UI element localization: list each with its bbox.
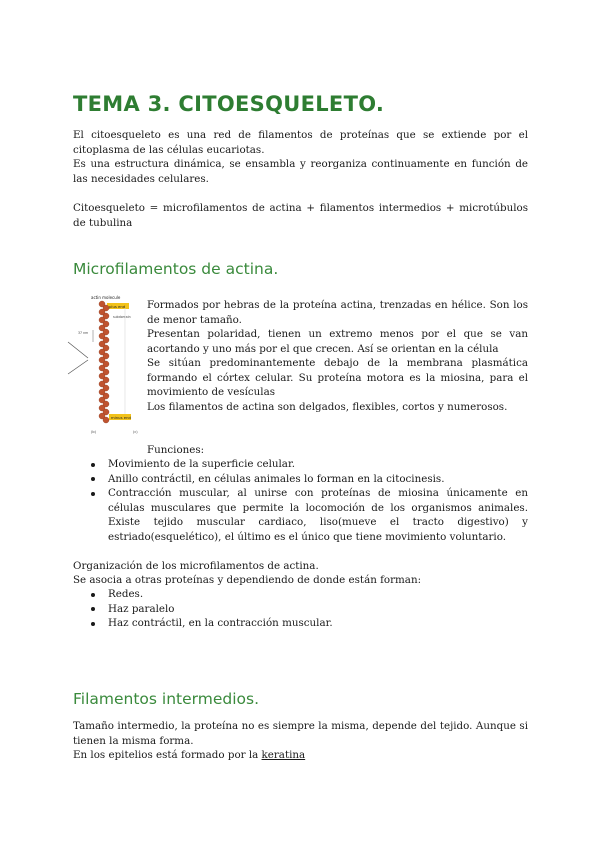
intro-formula: Citoesqueleto = microfilamentos de actina + filamentos intermedios + microtúbulos de tubulina	[73, 202, 528, 229]
keratina-link[interactable]: keratina	[261, 749, 306, 761]
figure-label-plus-end: plus end	[109, 304, 126, 309]
list-item: Movimiento de la superficie celular.	[89, 457, 528, 472]
organization-title: Organización de los microfilamentos de actina.	[73, 560, 319, 572]
section-heading-microfilaments: Microfilamentos de actina.	[73, 260, 279, 278]
intermediate-paragraph-2	[73, 748, 528, 763]
page-title: TEMA 3. CITOESQUELETO.	[73, 92, 385, 116]
figure-label-scale: 37 nm	[78, 331, 89, 335]
figure-label-b: (b)	[91, 430, 96, 434]
list-item: Haz contráctil, en la contracción muscular.	[89, 616, 528, 631]
actin-paragraph-2: Presentan polaridad, tienen un extremo menos por el que se van acortando y uno más por el que crecen. Así se orientan en la célula	[147, 328, 528, 355]
organization-intro: Se asocia a otras proteínas y dependiendo de donde están forman:	[73, 574, 422, 586]
actin-paragraph-3: Se sitúan predominantemente debajo de la membrana plasmática formando el córtex celular. Su proteína motora es la miosina, para el movimiento de vesículas	[147, 357, 528, 398]
list-item: Contracción muscular, al unirse con proteínas de miosina únicamente en células musculares que permite la locomoción de los organismos animales. Existe tejido muscular cardiaco, liso(mueve el tracto digestivo) y estriado(esquelético), el último es el único que tiene movimiento voluntario.	[89, 486, 528, 544]
actin-paragraph-4: Los filamentos de actina son delgados, flexibles, cortos y numerosos.	[147, 401, 508, 413]
functions-list	[89, 457, 528, 544]
section-heading-intermediate-filaments: Filamentos intermedios.	[73, 690, 260, 708]
intermediate-paragraph-1: Tamaño intermedio, la proteína no es siempre la misma, depende del tejido. Aunque si tienen la misma forma.	[73, 720, 528, 747]
intro-paragraph-2: Es una estructura dinámica, se ensambla y reorganiza continuamente en función de las necesidades celulares.	[73, 158, 528, 185]
figure-label-actin-molecule: actin molecule	[91, 295, 121, 300]
list-item: Haz paralelo	[89, 602, 528, 617]
figure-label-minus-end: minus end	[111, 415, 131, 420]
actin-filament-figure	[78, 294, 141, 436]
organization-list	[89, 587, 528, 631]
list-item: Anillo contráctil, en células animales lo forman en la citocinesis.	[89, 472, 528, 487]
intro-paragraph-1: El citoesqueleto es una red de filamentos de proteínas que se extiende por el citoplasma de las células eucariotas.	[73, 129, 528, 156]
actin-paragraph-1: Formados por hebras de la proteína actina, trenzadas en hélice. Son los de menor tamaño.	[147, 299, 528, 326]
intermediate-paragraph-2-text: En los epitelios está formado por la	[73, 749, 262, 761]
list-item: Redes.	[89, 587, 528, 602]
actin-helix	[99, 301, 109, 423]
figure-pointer-lines	[66, 338, 90, 378]
figure-label-subdomain: subdomain	[113, 315, 131, 319]
functions-label: Funciones:	[147, 444, 205, 456]
figure-label-c: (c)	[133, 430, 138, 434]
